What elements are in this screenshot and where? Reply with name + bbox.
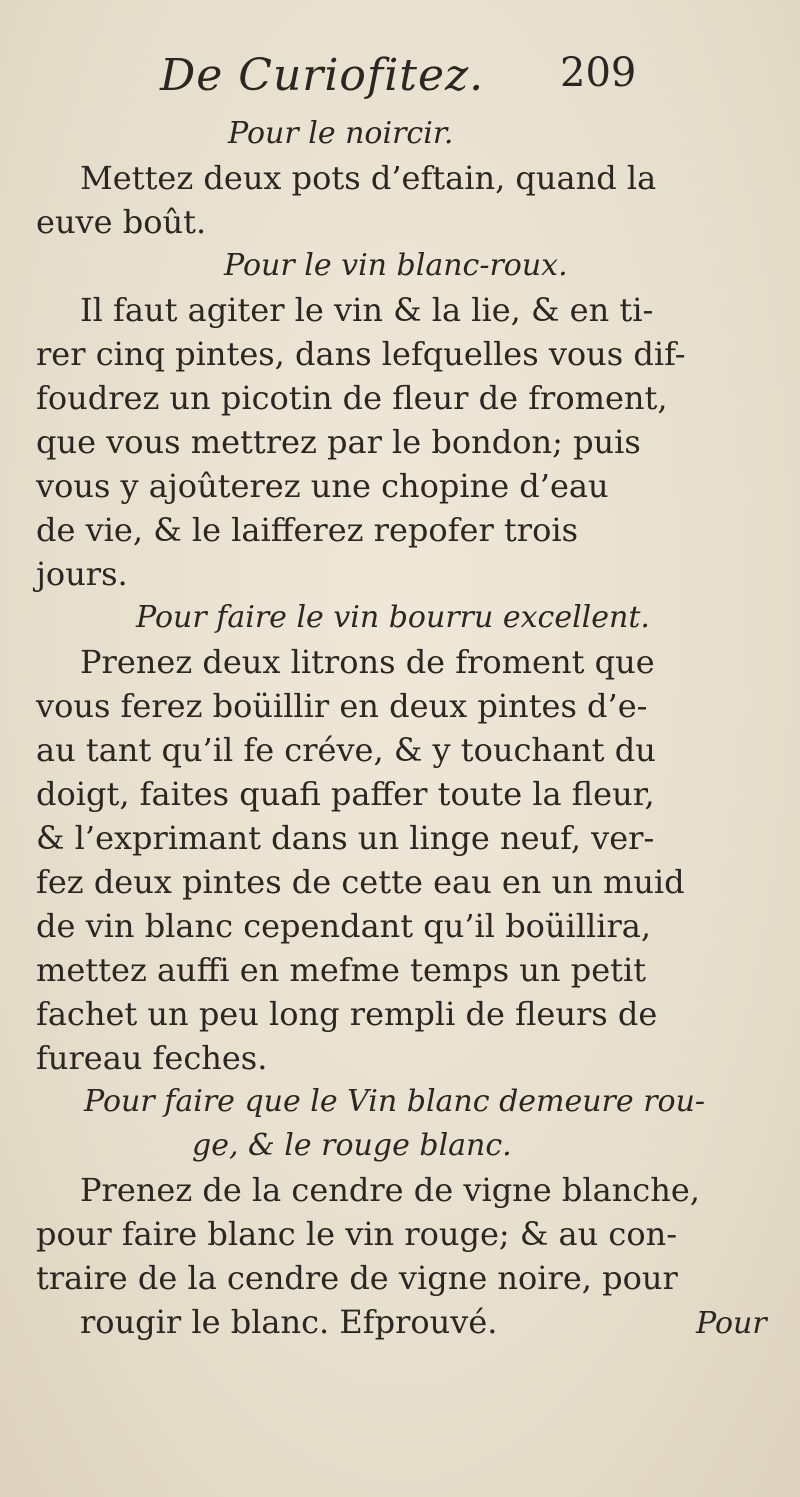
- text-line: pour faire blanc le vin rouge; & au con-: [36, 1215, 677, 1253]
- text-line: de vie, & le laifferez repofer trois: [36, 511, 578, 549]
- text-line: rougir le blanc. Efprouvé.: [80, 1303, 498, 1341]
- recipe-heading: Pour le vin blanc-roux.: [224, 248, 568, 283]
- page-header: [0, 50, 800, 110]
- text-line: foudrez un picotin de fleur de froment,: [36, 379, 668, 417]
- text-line: vous y ajoûterez une chopine d’eau: [36, 467, 609, 505]
- text-line: doigt, faites quafi paffer toute la fleur,: [36, 775, 655, 813]
- text-line: traire de la cendre de vigne noire, pour: [36, 1259, 678, 1297]
- recipe-paragraph: [36, 156, 766, 244]
- text-line: fachet un peu long rempli de fleurs de: [36, 995, 658, 1033]
- text-line: Mettez deux pots d’eftain, quand la: [80, 159, 657, 197]
- text-line: de vin blanc cependant qu’il boüillira,: [36, 907, 652, 945]
- text-line: mettez auffi en mefme temps un petit: [36, 951, 647, 989]
- text-line: euve boût.: [36, 203, 207, 241]
- text-line: rer cinq pintes, dans lefquelles vous dif-: [36, 335, 686, 373]
- recipe-paragraph: [36, 288, 766, 596]
- text-line: fureau feches.: [36, 1039, 268, 1077]
- text-line: vous ferez boüillir en deux pintes d’e-: [36, 687, 648, 725]
- body-text: [36, 112, 766, 1344]
- recipe-heading: Pour faire que le Vin blanc demeure rou-: [84, 1084, 706, 1119]
- page-number: 209: [560, 50, 637, 96]
- running-title: De Curiofitez.: [160, 50, 485, 101]
- text-line: fez deux pintes de cette eau en un muid: [36, 863, 685, 901]
- recipe-heading: Pour le noircir.: [228, 116, 454, 151]
- recipe-heading: Pour faire le vin bourru excellent.: [136, 600, 650, 635]
- text-line: au tant qu’il fe créve, & y touchant du: [36, 731, 656, 769]
- text-line: jours.: [36, 555, 128, 593]
- text-line: Il faut agiter le vin & la lie, & en ti-: [80, 291, 654, 329]
- text-line: Prenez de la cendre de vigne blanche,: [80, 1171, 700, 1209]
- text-line: que vous mettrez par le bondon; puis: [36, 423, 641, 461]
- recipe-paragraph: [36, 640, 766, 1080]
- text-line: Prenez deux litrons de froment que: [80, 643, 655, 681]
- recipe-paragraph: [36, 1168, 766, 1344]
- recipe-heading-continued: ge, & le rouge blanc.: [192, 1128, 512, 1163]
- catchword: Pour: [696, 1306, 767, 1341]
- text-line: & l’exprimant dans un linge neuf, ver-: [36, 819, 655, 857]
